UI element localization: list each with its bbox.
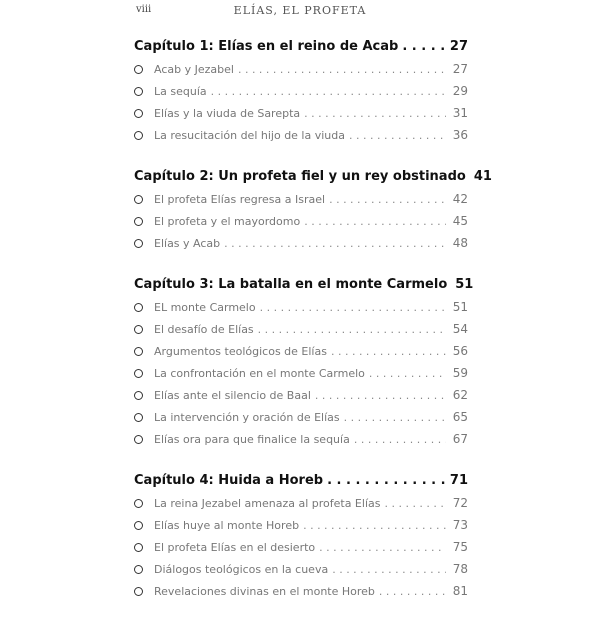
- toc-entry[interactable]: [134, 514, 468, 536]
- chapter-section: [134, 36, 468, 146]
- circle-bullet-icon: [134, 391, 143, 400]
- entry-page-number: 59: [452, 366, 468, 380]
- entry-page-number: 36: [452, 128, 468, 142]
- toc-entry[interactable]: [134, 340, 468, 362]
- entry-title: Diálogos teológicos en la cueva: [154, 563, 329, 576]
- entry-page-number: 81: [452, 584, 468, 598]
- circle-bullet-icon: [134, 325, 143, 334]
- dot-leader: [349, 125, 446, 147]
- dot-leader: [304, 211, 446, 233]
- circle-bullet-icon: [134, 499, 143, 508]
- entry-title: Elías y la viuda de Sarepta: [154, 107, 301, 120]
- entry-title: Elías y Acab: [154, 237, 221, 250]
- dot-leader: [402, 36, 446, 58]
- running-title: ELÍAS, EL PROFETA: [233, 4, 367, 17]
- circle-bullet-icon: [134, 369, 143, 378]
- toc-entry[interactable]: [134, 124, 468, 146]
- circle-bullet-icon: [134, 587, 143, 596]
- circle-bullet-icon: [134, 131, 143, 140]
- chapter-page-number: 51: [455, 277, 474, 292]
- dot-leader: [327, 470, 446, 492]
- entry-page-number: 78: [452, 562, 468, 576]
- chapter-heading[interactable]: [134, 470, 468, 492]
- dot-leader: [304, 103, 446, 125]
- toc-entry[interactable]: [134, 58, 468, 80]
- entry-page-number: 73: [452, 518, 468, 532]
- toc-entry[interactable]: [134, 536, 468, 558]
- entry-page-number: 29: [452, 84, 468, 98]
- circle-bullet-icon: [134, 435, 143, 444]
- chapter-page-number: 41: [473, 169, 492, 184]
- dot-leader: [315, 385, 446, 407]
- chapter-title: Capítulo 3: La batalla en el monte Carmelo: [134, 277, 448, 292]
- entry-title: La resucitación del hijo de la viuda: [154, 129, 345, 142]
- entry-title: La intervención y oración de Elías: [154, 411, 340, 424]
- entry-page-number: 75: [452, 540, 468, 554]
- chapter-page-number: 71: [449, 473, 468, 488]
- table-of-contents: [134, 36, 492, 622]
- toc-entry[interactable]: [134, 296, 468, 318]
- chapter-title: Capítulo 1: Elías en el reino de Acab: [134, 39, 399, 54]
- entry-title: El desafío de Elías: [154, 323, 254, 336]
- entry-title: El profeta Elías en el desierto: [154, 541, 316, 554]
- circle-bullet-icon: [134, 195, 143, 204]
- dot-leader: [211, 81, 446, 103]
- toc-entry[interactable]: [134, 80, 468, 102]
- dot-leader: [238, 59, 446, 81]
- circle-bullet-icon: [134, 303, 143, 312]
- dot-leader: [258, 319, 446, 341]
- dot-leader: [331, 341, 446, 363]
- chapter-section: [134, 470, 468, 602]
- circle-bullet-icon: [134, 521, 143, 530]
- dot-leader: [319, 537, 446, 559]
- toc-entry[interactable]: [134, 428, 468, 450]
- entry-page-number: 62: [452, 388, 468, 402]
- circle-bullet-icon: [134, 565, 143, 574]
- entry-title: Elías huye al monte Horeb: [154, 519, 300, 532]
- page-number: viii: [136, 4, 152, 15]
- chapter-page-number: 27: [449, 39, 468, 54]
- circle-bullet-icon: [134, 413, 143, 422]
- dot-leader: [332, 559, 446, 581]
- chapter-heading[interactable]: [134, 274, 474, 296]
- chapter-title: Capítulo 4: Huida a Horeb: [134, 473, 324, 488]
- dot-leader: [224, 233, 446, 255]
- circle-bullet-icon: [134, 347, 143, 356]
- entry-title: Elías ante el silencio de Baal: [154, 389, 311, 402]
- toc-entry[interactable]: [134, 384, 468, 406]
- chapter-title: Capítulo 2: Un profeta fiel y un rey obstinado: [134, 169, 466, 184]
- chapter-section: [134, 274, 474, 450]
- entry-page-number: 65: [452, 410, 468, 424]
- entry-title: Argumentos teológicos de Elías: [154, 345, 327, 358]
- circle-bullet-icon: [134, 65, 143, 74]
- circle-bullet-icon: [134, 109, 143, 118]
- entry-page-number: 27: [452, 62, 468, 76]
- toc-entry[interactable]: [134, 210, 468, 232]
- entry-title: Revelaciones divinas en el monte Horeb: [154, 585, 375, 598]
- toc-entry[interactable]: [134, 102, 468, 124]
- toc-entry[interactable]: [134, 318, 468, 340]
- toc-entry[interactable]: [134, 362, 468, 384]
- entry-page-number: 67: [452, 432, 468, 446]
- entry-title: EL monte Carmelo: [154, 301, 256, 314]
- dot-leader: [369, 363, 446, 385]
- entry-title: La reina Jezabel amenaza al profeta Elías: [154, 497, 381, 510]
- toc-entry[interactable]: [134, 232, 468, 254]
- circle-bullet-icon: [134, 543, 143, 552]
- entry-page-number: 56: [452, 344, 468, 358]
- toc-entry[interactable]: [134, 406, 468, 428]
- circle-bullet-icon: [134, 87, 143, 96]
- entry-page-number: 48: [452, 236, 468, 250]
- entry-title: El profeta y el mayordomo: [154, 215, 301, 228]
- dot-leader: [384, 493, 446, 515]
- entry-title: El profeta Elías regresa a Israel: [154, 193, 326, 206]
- entry-page-number: 31: [452, 106, 468, 120]
- chapter-heading[interactable]: [134, 36, 468, 58]
- entry-page-number: 45: [452, 214, 468, 228]
- entry-title: La confrontación en el monte Carmelo: [154, 367, 365, 380]
- entry-title: Elías ora para que finalice la sequía: [154, 433, 350, 446]
- circle-bullet-icon: [134, 239, 143, 248]
- entry-page-number: 42: [452, 192, 468, 206]
- dot-leader: [329, 189, 446, 211]
- entry-title: La sequía: [154, 85, 207, 98]
- toc-entry[interactable]: [134, 558, 468, 580]
- entry-page-number: 51: [452, 300, 468, 314]
- entry-title: Acab y Jezabel: [154, 63, 234, 76]
- dot-leader: [260, 297, 446, 319]
- toc-entry[interactable]: [134, 492, 468, 514]
- entry-page-number: 72: [452, 496, 468, 510]
- dot-leader: [354, 429, 446, 451]
- toc-entry[interactable]: [134, 188, 468, 210]
- circle-bullet-icon: [134, 217, 143, 226]
- dot-leader: [303, 515, 446, 537]
- dot-leader: [344, 407, 446, 429]
- toc-entry[interactable]: [134, 580, 468, 602]
- entry-page-number: 54: [452, 322, 468, 336]
- chapter-section: [134, 166, 492, 254]
- chapter-heading[interactable]: [134, 166, 492, 188]
